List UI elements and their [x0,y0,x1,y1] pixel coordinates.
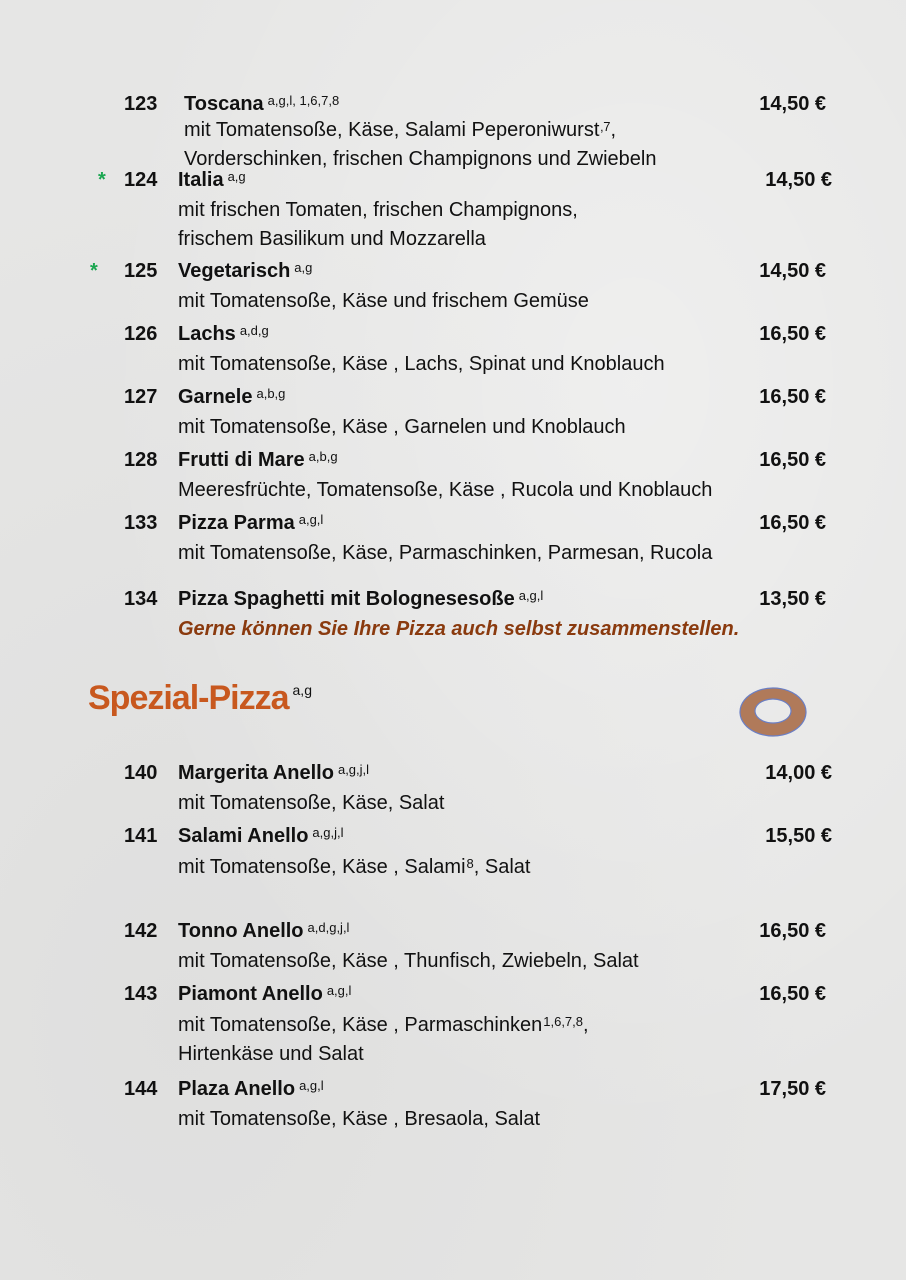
item-description [178,853,530,883]
description-text: , [610,119,617,141]
item-name [178,587,543,613]
item-allergens: a,g,l [299,1078,324,1093]
item-name-text: Pizza Parma [178,512,295,534]
item-name-text: Tonno Anello [178,920,304,942]
item-number: 123 [124,93,158,115]
item-number: 133 [124,512,158,534]
description-text: mit Tomatensoße, Käse und frischem Gemüse [178,290,589,312]
item-description [178,947,639,976]
item-allergens: a,g,l [326,983,352,998]
item-number: 125 [124,260,158,282]
item-allergens: a,d,g [239,323,269,338]
item-name-text: Salami Anello [178,825,309,847]
item-name [178,511,323,537]
star-marker: * [90,260,98,282]
item-price: 16,50 € [759,920,826,942]
item-number: 134 [124,588,158,610]
item-allergens: a,d,g,j,l [307,920,350,935]
item-description [184,116,616,146]
item-name [178,919,349,945]
item-number: 124 [124,169,158,191]
section-title [88,678,312,724]
item-number: 142 [124,920,158,942]
item-price: 16,50 € [759,449,826,471]
section-title-text: Spezial-Pizza [88,679,289,717]
item-name [178,824,344,850]
item-name [184,92,339,118]
item-description [178,1040,364,1069]
item-allergens: a,b,g [256,386,286,401]
description-text: mit Tomatensoße, Käse , Parmaschinken [178,1014,543,1036]
item-description [178,413,626,442]
item-price: 14,00 € [765,762,832,784]
item-number: 144 [124,1078,158,1100]
item-allergens: a,g [227,169,246,184]
description-text: mit Tomatensoße, Käse , Thunfisch, Zwiebeln, Salat [178,950,639,972]
item-allergens: a,g,j,l [337,762,370,777]
item-number: 128 [124,449,158,471]
item-description [178,1105,540,1134]
description-text: mit Tomatensoße, Käse, Salami Peperoniwurst [184,119,600,141]
item-description [178,476,712,505]
description-text: Meeresfrüchte, Tomatensoße, Käse , Rucola und Knoblauch [178,479,713,501]
item-name [178,448,338,474]
description-footnote: 8 [466,856,474,871]
item-name-text: Margerita Anello [178,762,334,784]
item-description [184,145,657,174]
item-name [178,982,351,1008]
item-name [178,385,285,411]
item-name-text: Vegetarisch [178,260,291,282]
item-description [178,196,578,225]
description-text: mit Tomatensoße, Käse , Salami [178,856,466,878]
description-text: mit Tomatensoße, Käse , Garnelen und Knoblauch [178,416,626,438]
item-price: 16,50 € [759,386,826,408]
item-name [178,322,269,348]
item-price: 14,50 € [765,169,832,191]
item-name-text: Garnele [178,386,253,408]
star-marker: * [98,169,106,191]
item-price: 16,50 € [759,323,826,345]
description-text: mit frischen Tomaten, frischen Champignons, [178,199,578,221]
item-name-text: Plaza Anello [178,1078,296,1100]
item-allergens: a,g,l [518,588,544,603]
item-description [178,225,486,254]
item-price: 15,50 € [765,825,832,847]
description-text: frischem Basilikum und Mozzarella [178,228,486,250]
item-number: 141 [124,825,158,847]
item-price: 16,50 € [759,512,826,534]
item-number: 126 [124,323,158,345]
description-text: mit Tomatensoße, Käse , Bresaola, Salat [178,1108,541,1130]
item-name [178,761,369,787]
item-price: 13,50 € [759,588,826,610]
item-number: 127 [124,386,158,408]
item-name-text: Frutti di Mare [178,449,305,471]
item-description [178,287,589,316]
description-text: mit Tomatensoße, Käse, Parmaschinken, Parmesan, Rucola [178,542,713,564]
item-description [178,1011,589,1041]
description-footnote: ‚7 [600,119,611,134]
item-allergens: a,b,g [308,449,338,464]
item-name [178,259,312,285]
item-allergens: a,g,l, 1,6,7,8 [267,93,340,108]
item-number: 143 [124,983,158,1005]
item-name-text: Lachs [178,323,236,345]
item-name-text: Pizza Spaghetti mit Bolognesesoße [178,588,515,610]
item-allergens: a,g,j,l [312,825,344,840]
item-number: 140 [124,762,158,784]
item-name-text: Toscana [184,93,264,115]
ring-shape [740,688,806,736]
description-text: , [583,1014,589,1036]
item-description [178,789,444,818]
item-allergens: a,g,l [298,512,324,527]
item-allergens: a,g [294,260,313,275]
item-price: 14,50 € [759,260,826,282]
item-name [178,168,246,194]
description-text: mit Tomatensoße, Käse , Lachs, Spinat und Knoblauch [178,353,665,375]
item-description [178,539,712,568]
item-name-text: Italia [178,169,224,191]
description-text: Hirtenkäse und Salat [178,1043,364,1065]
section-allergens: a,g [292,682,312,698]
item-description [178,350,665,379]
item-name [178,1077,324,1103]
item-price: 14,50 € [759,93,826,115]
item-name-text: Piamont Anello [178,983,323,1005]
item-price: 16,50 € [759,983,826,1005]
item-price: 17,50 € [759,1078,826,1100]
description-text: , Salat [473,856,531,878]
custom-pizza-note: Gerne können Sie Ihre Pizza auch selbst zusammenstellen. [178,618,740,640]
description-text: Vorderschinken, frischen Champignons und Zwiebeln [184,148,657,170]
description-footnote: 1,6,7,8 [543,1014,584,1029]
description-text: mit Tomatensoße, Käse, Salat [178,792,445,814]
ring-pizza-icon [738,686,808,738]
